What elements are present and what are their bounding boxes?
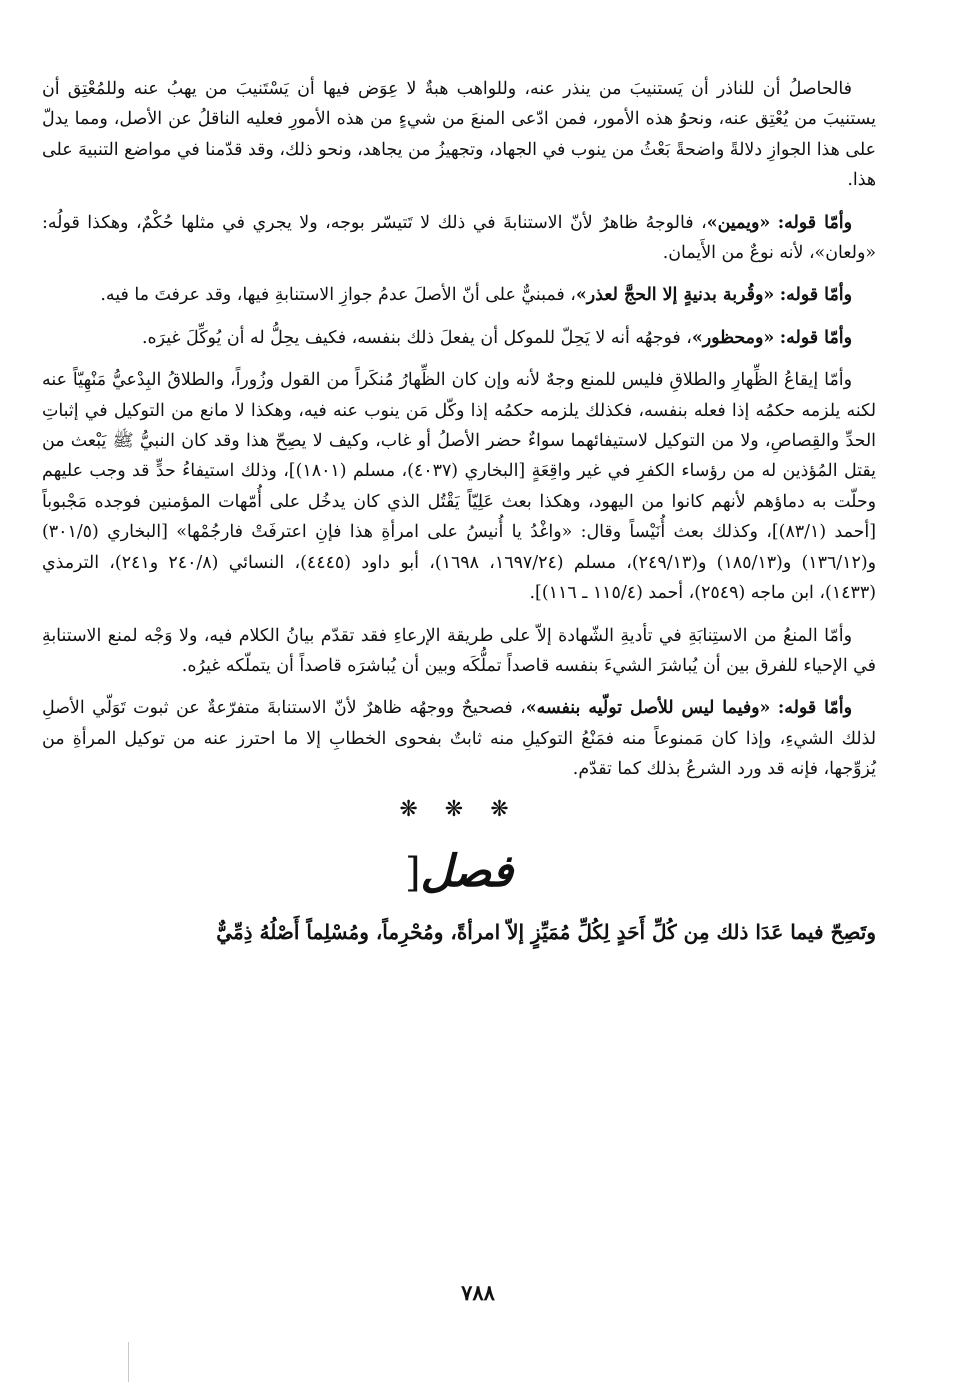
paragraph-quote: «ومحظور» bbox=[691, 327, 775, 348]
section-heading bbox=[42, 844, 876, 901]
page-number: ٧٨٨ bbox=[461, 1280, 495, 1305]
paragraph-text: ، فالوجهُ ظاهرٌ لأنّ الاستنابةَ في ذلك لا تَتيسّر بوجه، ولا يجري في مثلها حُكْمٌ، وهكذا قولُه: «ولعان»، لأنه نوعٌ من الأَيمان. bbox=[42, 212, 876, 264]
paragraph-lead: وأمّا قوله: bbox=[779, 327, 852, 348]
paragraph-quote: «ويمين» bbox=[706, 212, 771, 233]
paragraph-6 bbox=[42, 621, 876, 682]
paragraph-3 bbox=[42, 280, 876, 310]
paragraph-lead: وأمّا قوله: bbox=[779, 285, 852, 306]
paragraph-text: ، فصحيحٌ ووجهُه ظاهرٌ لأنّ الاستنابةَ متفرّعةٌ عن ثبوت تَوَلّي الأصلِ لذلك الشيءِ، وإذا كان مَمنوعاً منه فمَنْعُ التوكيلِ منه ثابتٌ بفحوى الخطابِ إلا ما احترز عنه من توكيل المرأةِ من يُزوِّجها، فإنه قد ورد الشرعُ بذلك كما تقدّم. bbox=[42, 698, 876, 780]
matn-line: وتَصِحّ فيما عَدَا ذلك مِن كُلِّ أَحَدٍ لِكُلِّ مُمَيِّزٍ إلاّ امرأةً، ومُحْرِماً، ومُسْلِماً أَصْلُهُ ذِمِّيٌّ bbox=[216, 919, 876, 944]
paragraph-text: وأمّا المنعُ من الاستِنابَةِ في تأديةِ الشّهادة إلاّ على طريقة الإرعاءِ فقد تقدّم بيانُ الكلام فيه، ولا وَجْه لمنع الاستنابةِ في الإحياء للفرق بين أن يُباشرَ الشيءَ بنفسه قاصداً تملُّكَه وبين أن يُباشرَه قاصداً أن يتملّكه غيرُه. bbox=[42, 625, 876, 676]
paragraph-2 bbox=[42, 208, 876, 269]
section-separator: ❋ ❋ ❋ bbox=[399, 796, 519, 822]
section-heading-title bbox=[405, 844, 513, 901]
page-body bbox=[42, 74, 876, 949]
section-heading-word: فصل bbox=[420, 845, 514, 897]
paragraph-7 bbox=[42, 693, 876, 784]
paragraph-lead: وأمّا قوله: bbox=[777, 698, 852, 719]
paragraph-text: وأمّا إيقاعُ الظِّهارِ والطلاقِ فليس للمنع وجهٌ لأنه وإن كان الظِّهارُ مُنكَراً من القول وزُوراً، والطلاقُ البِدْعيُّ مَنْهِيّاً عنه لكنه يلزمه حكمُه إذا فعله بنفسه، فكذلك يلزمه حكمُه إذا وكّل مَن ينوب عنه فيه، وهكذا لا مانع من التوكيل في إثباتِ الحدِّ والقِصاصِ، ولا من التوكيل لاستيفائهما سواءٌ حضر الأصلُ أو غاب، وكيف لا يصِحّ هذا وقد كان النبيُّ ﷺ يَبْعث من يقتل المُؤذين له من رؤساء الكفرِ في غير واقِعَةٍ [البخاري (٤٠٣٧)، مسلم (١٨٠١)]، وذلك استيفاءُ حدٍّ قد وجب عليهم وحلّت به دماؤهم لأنهم كانوا من اليهود، وهكذا بعث عَلِيّاً يَقْتُل الذي كان يدخُل على أُمّهات المؤمنين فوجده مَجْبوباً [أحمد (٨٣/١)]، وكذلك بعث أُنَيْساً وقال: «واغْدُ يا أُنيسُ على امرأةِ هذا فإنِ اعترفَتْ فارجُمْها» [البخاري (٣٠١/٥) و(١٣٦/١٢) و(١٨٥/١٣) و(٢٤٩/١٣)، مسلم (١٦٩٧/٢٤، ١٦٩٨)، أبو داود (٤٤٤٥)، النسائي (٢٤٠/٨ و٢٤١)، الترمذي (١٤٣٣)، ابن ماجه (٢٥٤٩)، أحمد (١١٥/٤ ـ ١١٦)]. bbox=[42, 370, 877, 604]
paragraph-quote: «وفيما ليس للأصل تولّيه بنفسه» bbox=[525, 698, 771, 719]
paragraph-text: ، فوجهُه أنه لا يَحِلّ للموكل أن يفعلَ ذلك بنفسه، فكيف يحِلُّ له أن يُوكِّلَ غيرَه. bbox=[141, 327, 692, 348]
paragraph-4 bbox=[42, 323, 876, 353]
section-heading-bracket: [ bbox=[404, 849, 421, 896]
margin-line bbox=[128, 1342, 129, 1382]
paragraph-quote: «وقُربة بدنيةٍ إلا الحجَّ لعذر» bbox=[575, 285, 775, 306]
paragraph-1 bbox=[42, 74, 876, 196]
paragraph-5 bbox=[42, 365, 876, 608]
paragraph-text: ، فمبنيٌّ على أنّ الأصلَ عدمُ جوازِ الاستنابةِ فيها، وقد عرفتَ ما فيه. bbox=[100, 285, 576, 306]
paragraph-lead: وأمّا قوله: bbox=[777, 212, 852, 233]
paragraph-text: فالحاصلُ أن للناذر أن يَستنيبَ من ينذر عنه، وللواهب هبةٌ لا عِوَض فيها أن يَسْتَنيبَ من يهبُ عنه وللمُعْتِق أن يستنيبَ من يُعْتِق عنه، ونحوُ هذه الأمور، فمن ادّعى المنعَ من شيءٍ من هذه الأمورِ فعليه الناقلُ عن الأصل، ومما يدلّ على هذا الجوازِ دلالةً واضحةً بَعْثُ من ينوب في الجهاد، وتجهيزُ من يجاهد، ونحو ذلك، وقد قدّمنا في مواضع التنبيهَ على هذا. bbox=[42, 79, 876, 191]
